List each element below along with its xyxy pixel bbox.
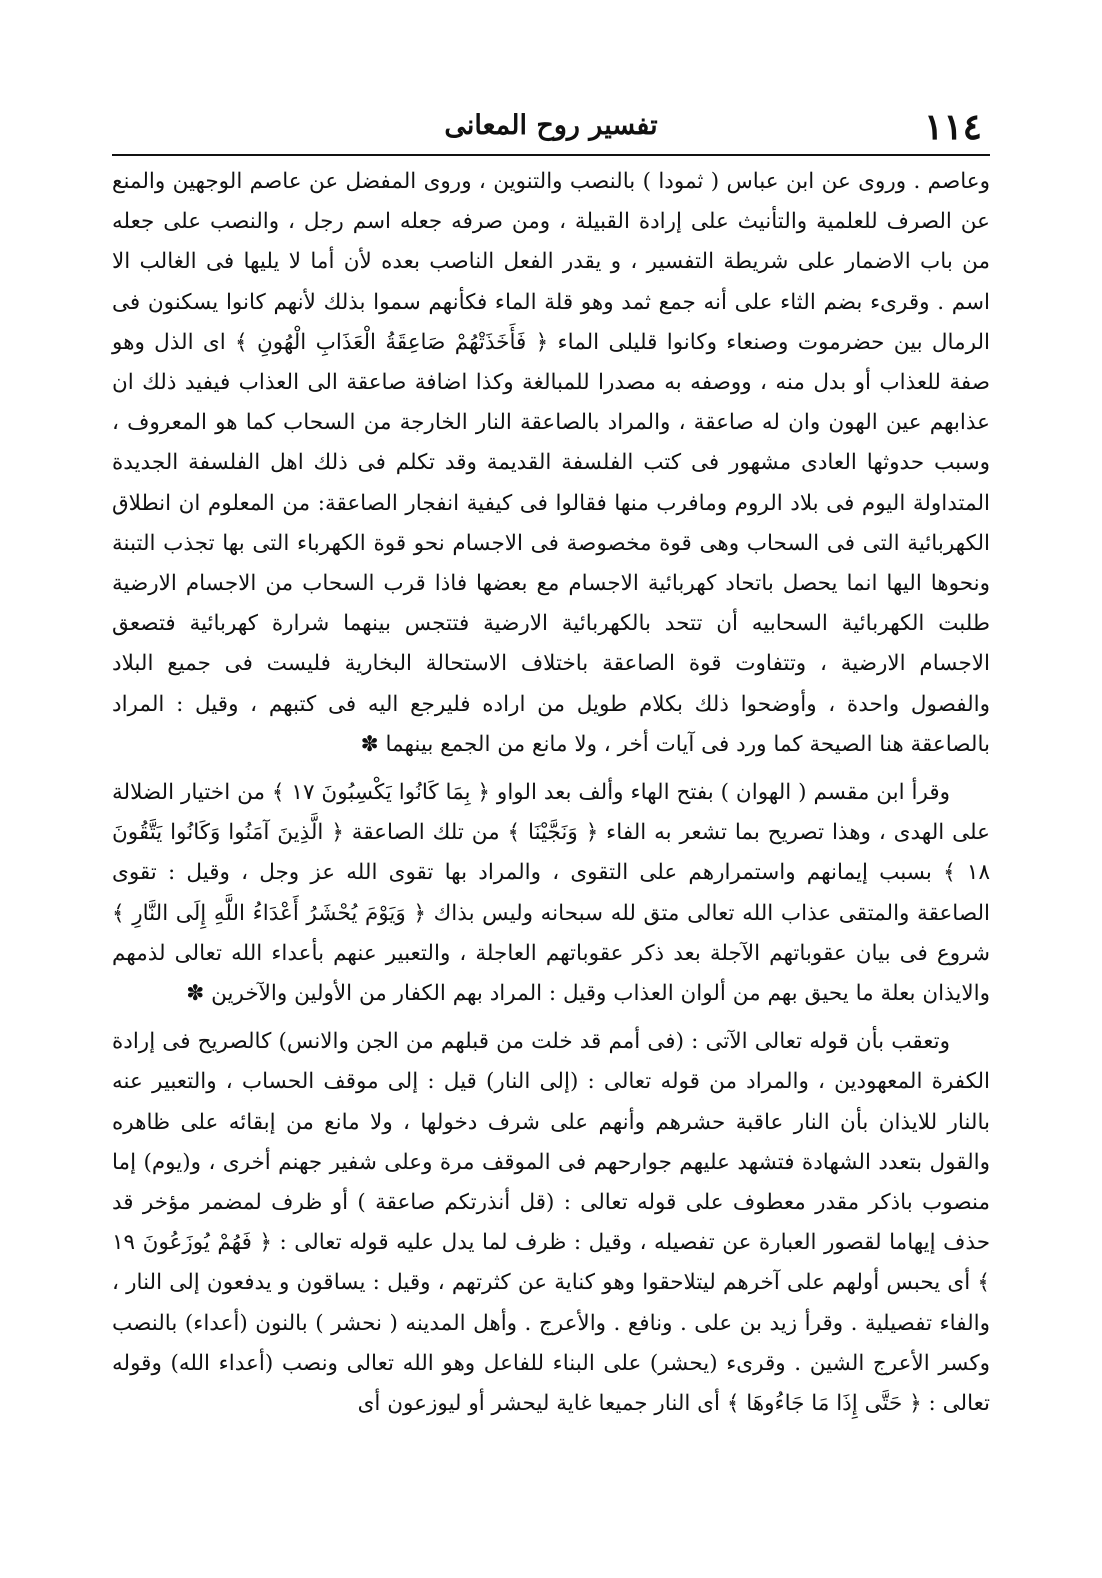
paragraph-3: وتعقب بأن قوله تعالى الآتى : (فى أمم قد خلت من قبلهم من الجن والانس) كالصريح فى إرادة الكفرة المعهودين ، والمراد من قوله تعالى : (إلى النار) قيل : إلى موقف الحساب ، والتعبير عنه بالنار للايذان بأن النار عاقبة حشرهم وأنهم على شرف دخولها ، ولا مانع من إبقائه على ظاهره والقول بتعدد الشهادة فتشهد عليهم جوارحهم فى الموقف مرة وعلى شفير جهنم أخرى ، و(يوم) إما منصوب باذكر مقدر معطوف على قوله تعالى : (قل أنذرتكم صاعقة ) أو ظرف لمضمر مؤخر قد حذف إيهاما لقصور العبارة عن تفصيله ، وقيل : ظرف لما يدل عليه قوله تعالى : ﴿ فَهُمْ يُوزَعُونَ ١٩ ﴾ أى يحبس أولهم على آخرهم ليتلاحقوا وهو كناية عن كثرتهم ، وقيل : يساقون و يدفعون إلى النار ، والفاء تفصيلية . وقرأ زيد بن على . ونافع . والأعرج . وأهل المدينه ( نحشر ) بالنون (أعداء) بالنصب وكسر الأعرج الشين . وقرىء (يحشر) على البناء للفاعل وهو الله تعالى ونصب (أعداء الله) وقوله تعالى : ﴿ حَتَّى إِذَا مَا جَاءُوهَا ﴾ أى النار جميعا غاية ليحشر أو ليوزعون أى: [112, 1029, 990, 1417]
running-title: تفسير روح المعانى: [444, 110, 658, 141]
page-number: ١١٤: [923, 106, 982, 148]
header-rule: [112, 154, 990, 156]
body-text: [112, 162, 990, 1424]
page-header: [112, 100, 990, 156]
paragraph-2: وقرأ ابن مقسم ( الهوان ) بفتح الهاء وألف بعد الواو ﴿ بِمَا كَانُوا يَكْسِبُونَ ١٧ ﴾ من اختيار الضلالة على الهدى ، وهذا تصريح بما تشعر به الفاء ﴿ وَنَجَّيْنَا ﴾ من تلك الصاعقة ﴿ الَّذِينَ آمَنُوا وَكَانُوا يَتَّقُونَ ١٨ ﴾ بسبب إيمانهم واستمرارهم على التقوى ، والمراد بها تقوى الله عز وجل ، وقيل : تقوى الصاعقة والمتقى عذاب الله تعالى متق لله سبحانه وليس بذاك ﴿ وَيَوْمَ يُحْشَرُ أَعْدَاءُ اللَّهِ إِلَى النَّارِ ﴾ شروع فى بيان عقوباتهم الآجلة بعد ذكر عقوباتهم العاجلة ، والتعبير عنهم بأعداء الله تعالى لذمهم والايذان بعلة ما يحيق بهم من ألوان العذاب وقيل : المراد بهم الكفار من الأولين والآخرين ✽: [112, 780, 990, 1007]
paragraph-1: وعاصم . وروى عن ابن عباس ( ثمودا ) بالنصب والتنوين ، وروى المفضل عن عاصم الوجهين والمنع عن الصرف للعلمية والتأنيث على إرادة القبيلة ، ومن صرفه جعله اسم رجل ، والنصب على جعله من باب الاضمار على شريطة التفسير ، و يقدر الفعل الناصب بعده لأن أما لا يليها فى الغالب الا اسم . وقرىء بضم الثاء على أنه جمع ثمد وهو قلة الماء فكأنهم سموا بذلك لأنهم كانوا يسكنون فى الرمال بين حضرموت وصنعاء وكانوا قليلى الماء ﴿ فَأَخَذَتْهُمْ صَاعِقَةُ الْعَذَابِ الْهُونِ ﴾ اى الذل وهو صفة للعذاب أو بدل منه ، ووصفه به مصدرا للمبالغة وكذا اضافة صاعقة الى العذاب فيفيد ذلك ان عذابهم عين الهون وان له صاعقة ، والمراد بالصاعقة النار الخارجة من السحاب كما هو المعروف ، وسبب حدوثها العادى مشهور فى كتب الفلسفة القديمة وقد تكلم فى ذلك اهل الفلسفة الجديدة المتداولة اليوم فى بلاد الروم ومافرب منها فقالوا فى كيفية انفجار الصاعقة: من المعلوم ان انطلاق الكهربائية التى فى السحاب وهى قوة مخصوصة فى الاجسام نحو قوة الكهرباء التى بها تجذب التبنة ونحوها اليها انما يحصل باتحاد كهربائية الاجسام مع بعضها فاذا قرب السحاب من الاجسام الارضية طلبت الكهربائية السحابيه أن تتحد بالكهربائية الارضية فتتجس بينهما شرارة كهربائية فتصعق الاجسام الارضية ، وتتفاوت قوة الصاعقة باختلاف الاستحالة البخارية فليست فى جميع البلاد والفصول واحدة ، وأوضحوا ذلك بكلام طويل من اراده فليرجع اليه فى كتبهم ، وقيل : المراد بالصاعقة هنا الصيحة كما ورد فى آيات أخر ، ولا مانع من الجمع بينهما ✽: [112, 169, 990, 757]
